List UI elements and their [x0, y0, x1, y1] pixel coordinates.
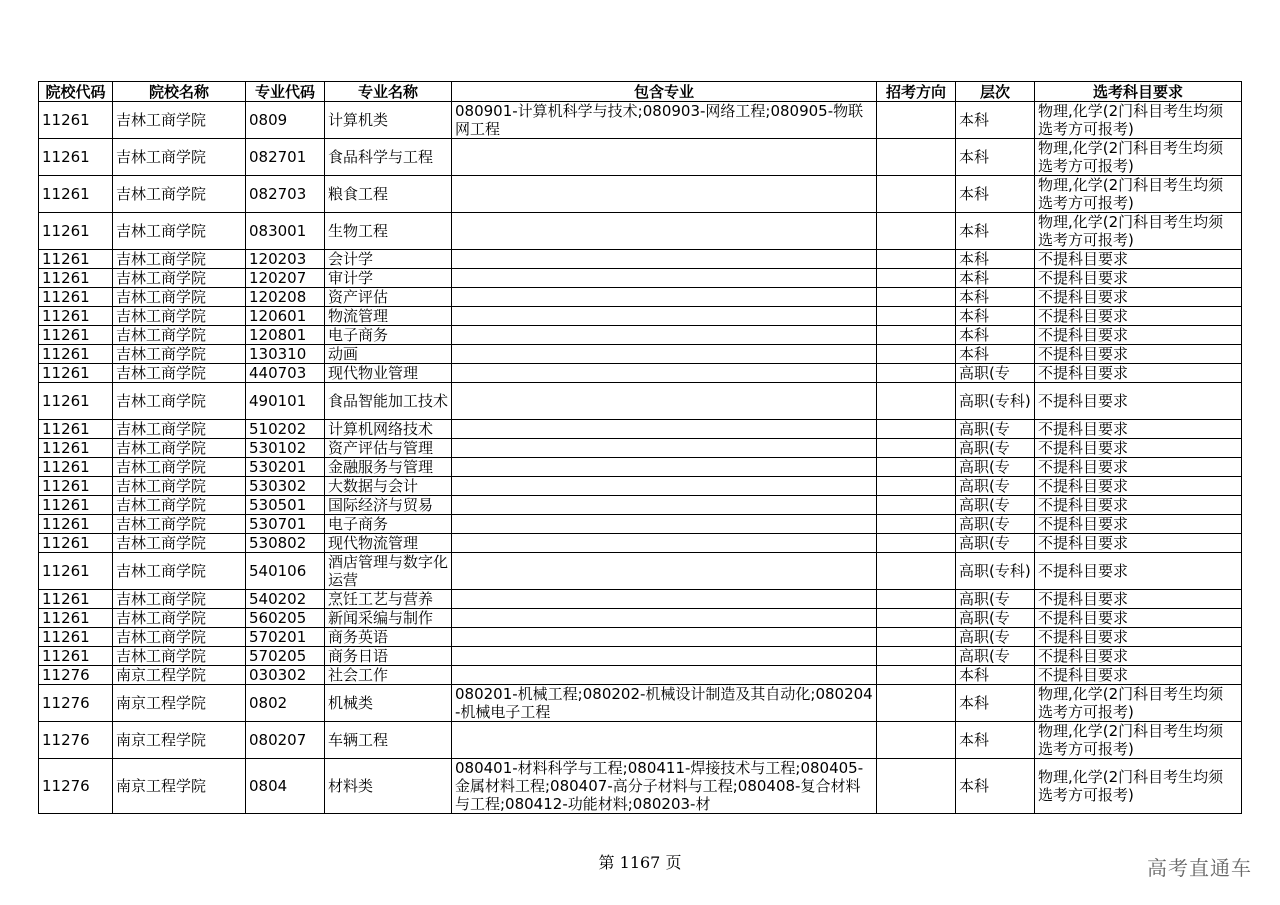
cell-major-code: 120801 — [246, 326, 325, 345]
cell-major-code: 560205 — [246, 609, 325, 628]
cell-direction — [877, 477, 956, 496]
header-school-name: 院校名称 — [113, 82, 246, 102]
cell-school-code: 11261 — [39, 383, 113, 420]
cell-level: 高职(专 — [956, 515, 1035, 534]
cell-level: 高职(专 — [956, 439, 1035, 458]
cell-included-majors — [452, 439, 877, 458]
cell-major-code: 083001 — [246, 213, 325, 250]
cell-subject-requirement: 不提科目要求 — [1035, 458, 1242, 477]
cell-school-code: 11261 — [39, 458, 113, 477]
cell-included-majors — [452, 496, 877, 515]
header-included-majors: 包含专业 — [452, 82, 877, 102]
cell-major-name: 商务日语 — [325, 647, 452, 666]
cell-major-name: 新闻采编与制作 — [325, 609, 452, 628]
table-row — [39, 383, 1242, 420]
cell-major-name: 计算机类 — [325, 102, 452, 139]
cell-direction — [877, 383, 956, 420]
cell-school-code: 11261 — [39, 307, 113, 326]
cell-included-majors — [452, 383, 877, 420]
cell-major-name: 商务英语 — [325, 628, 452, 647]
cell-subject-requirement: 不提科目要求 — [1035, 326, 1242, 345]
table-row — [39, 553, 1242, 590]
cell-subject-requirement: 不提科目要求 — [1035, 609, 1242, 628]
cell-school-name: 吉林工商学院 — [113, 383, 246, 420]
cell-school-code: 11261 — [39, 364, 113, 383]
cell-major-name: 材料类 — [325, 759, 452, 814]
cell-major-code: 130310 — [246, 345, 325, 364]
cell-subject-requirement: 物理,化学(2门科目考生均须选考方可报考) — [1035, 176, 1242, 213]
cell-included-majors: 080401-材料科学与工程;080411-焊接技术与工程;080405-金属材料工程;080407-高分子材料与工程;080408-复合材料与工程;080412-功能材料;080203-材 — [452, 759, 877, 814]
cell-school-code: 11276 — [39, 666, 113, 685]
table-row — [39, 666, 1242, 685]
cell-level: 本科 — [956, 250, 1035, 269]
cell-direction — [877, 685, 956, 722]
cell-major-name: 电子商务 — [325, 515, 452, 534]
cell-level: 高职(专科) — [956, 553, 1035, 590]
cell-school-name: 吉林工商学院 — [113, 176, 246, 213]
cell-school-name: 吉林工商学院 — [113, 288, 246, 307]
cell-subject-requirement: 不提科目要求 — [1035, 477, 1242, 496]
table-row — [39, 628, 1242, 647]
cell-level: 本科 — [956, 345, 1035, 364]
table-row — [39, 685, 1242, 722]
cell-school-name: 吉林工商学院 — [113, 534, 246, 553]
cell-school-code: 11261 — [39, 420, 113, 439]
cell-subject-requirement: 不提科目要求 — [1035, 288, 1242, 307]
cell-direction — [877, 364, 956, 383]
table-body — [39, 102, 1242, 814]
cell-major-name: 电子商务 — [325, 326, 452, 345]
cell-level: 高职(专 — [956, 364, 1035, 383]
header-school-code: 院校代码 — [39, 82, 113, 102]
cell-school-name: 吉林工商学院 — [113, 307, 246, 326]
cell-direction — [877, 213, 956, 250]
cell-major-code: 120207 — [246, 269, 325, 288]
cell-major-code: 082703 — [246, 176, 325, 213]
cell-included-majors — [452, 176, 877, 213]
cell-included-majors — [452, 420, 877, 439]
cell-school-code: 11261 — [39, 515, 113, 534]
cell-major-name: 资产评估 — [325, 288, 452, 307]
cell-subject-requirement: 不提科目要求 — [1035, 420, 1242, 439]
cell-school-code: 11261 — [39, 176, 113, 213]
cell-school-code: 11261 — [39, 213, 113, 250]
cell-level: 本科 — [956, 213, 1035, 250]
cell-level: 本科 — [956, 722, 1035, 759]
cell-school-name: 吉林工商学院 — [113, 458, 246, 477]
cell-direction — [877, 666, 956, 685]
cell-major-code: 530102 — [246, 439, 325, 458]
cell-direction — [877, 534, 956, 553]
cell-subject-requirement: 物理,化学(2门科目考生均须选考方可报考) — [1035, 213, 1242, 250]
cell-level: 高职(专 — [956, 628, 1035, 647]
cell-major-name: 食品智能加工技术 — [325, 383, 452, 420]
cell-subject-requirement: 不提科目要求 — [1035, 647, 1242, 666]
cell-included-majors — [452, 269, 877, 288]
cell-school-code: 11261 — [39, 139, 113, 176]
cell-direction — [877, 102, 956, 139]
cell-level: 本科 — [956, 102, 1035, 139]
cell-subject-requirement: 物理,化学(2门科目考生均须选考方可报考) — [1035, 102, 1242, 139]
cell-included-majors — [452, 250, 877, 269]
cell-major-code: 120601 — [246, 307, 325, 326]
cell-direction — [877, 139, 956, 176]
cell-direction — [877, 250, 956, 269]
cell-level: 高职(专 — [956, 647, 1035, 666]
cell-included-majors — [452, 722, 877, 759]
cell-subject-requirement: 不提科目要求 — [1035, 496, 1242, 515]
cell-included-majors — [452, 590, 877, 609]
cell-included-majors — [452, 534, 877, 553]
cell-school-name: 吉林工商学院 — [113, 477, 246, 496]
cell-subject-requirement: 不提科目要求 — [1035, 439, 1242, 458]
cell-direction — [877, 609, 956, 628]
cell-major-name: 生物工程 — [325, 213, 452, 250]
cell-level: 高职(专 — [956, 477, 1035, 496]
table-row — [39, 590, 1242, 609]
header-subject-requirement: 选考科目要求 — [1035, 82, 1242, 102]
cell-major-code: 540106 — [246, 553, 325, 590]
cell-school-code: 11261 — [39, 477, 113, 496]
cell-major-name: 社会工作 — [325, 666, 452, 685]
cell-school-name: 吉林工商学院 — [113, 102, 246, 139]
cell-major-name: 物流管理 — [325, 307, 452, 326]
cell-major-code: 440703 — [246, 364, 325, 383]
table-row — [39, 722, 1242, 759]
cell-major-code: 120208 — [246, 288, 325, 307]
cell-major-code: 530201 — [246, 458, 325, 477]
cell-included-majors: 080901-计算机科学与技术;080903-网络工程;080905-物联网工程 — [452, 102, 877, 139]
cell-school-name: 吉林工商学院 — [113, 515, 246, 534]
cell-included-majors — [452, 307, 877, 326]
cell-included-majors — [452, 139, 877, 176]
cell-school-name: 南京工程学院 — [113, 722, 246, 759]
cell-school-code: 11261 — [39, 628, 113, 647]
cell-major-code: 490101 — [246, 383, 325, 420]
cell-subject-requirement: 不提科目要求 — [1035, 269, 1242, 288]
cell-major-code: 0802 — [246, 685, 325, 722]
header-level: 层次 — [956, 82, 1035, 102]
cell-major-name: 现代物流管理 — [325, 534, 452, 553]
cell-school-code: 11276 — [39, 685, 113, 722]
cell-major-code: 530302 — [246, 477, 325, 496]
cell-school-name: 吉林工商学院 — [113, 439, 246, 458]
cell-subject-requirement: 不提科目要求 — [1035, 553, 1242, 590]
table-row — [39, 326, 1242, 345]
table-row — [39, 288, 1242, 307]
cell-school-name: 南京工程学院 — [113, 666, 246, 685]
cell-direction — [877, 590, 956, 609]
table-row — [39, 139, 1242, 176]
table-row — [39, 759, 1242, 814]
cell-level: 高职(专 — [956, 420, 1035, 439]
cell-direction — [877, 553, 956, 590]
cell-level: 高职(专 — [956, 458, 1035, 477]
cell-major-name: 资产评估与管理 — [325, 439, 452, 458]
cell-included-majors — [452, 628, 877, 647]
table-row — [39, 307, 1242, 326]
cell-major-name: 动画 — [325, 345, 452, 364]
cell-included-majors — [452, 515, 877, 534]
admission-table — [38, 81, 1242, 814]
cell-school-name: 吉林工商学院 — [113, 213, 246, 250]
cell-major-code: 540202 — [246, 590, 325, 609]
cell-level: 本科 — [956, 139, 1035, 176]
cell-school-code: 11261 — [39, 534, 113, 553]
cell-level: 本科 — [956, 759, 1035, 814]
cell-school-name: 吉林工商学院 — [113, 553, 246, 590]
table-row — [39, 250, 1242, 269]
cell-school-code: 11261 — [39, 288, 113, 307]
cell-major-code: 0809 — [246, 102, 325, 139]
cell-school-code: 11261 — [39, 609, 113, 628]
cell-included-majors — [452, 345, 877, 364]
cell-school-name: 吉林工商学院 — [113, 269, 246, 288]
cell-major-code: 080207 — [246, 722, 325, 759]
table-row — [39, 515, 1242, 534]
cell-school-code: 11261 — [39, 102, 113, 139]
cell-major-code: 530802 — [246, 534, 325, 553]
cell-major-code: 530501 — [246, 496, 325, 515]
cell-school-code: 11261 — [39, 326, 113, 345]
cell-major-code: 510202 — [246, 420, 325, 439]
cell-direction — [877, 420, 956, 439]
cell-level: 本科 — [956, 288, 1035, 307]
cell-included-majors: 080201-机械工程;080202-机械设计制造及其自动化;080204-机械电子工程 — [452, 685, 877, 722]
cell-included-majors — [452, 609, 877, 628]
cell-school-code: 11261 — [39, 496, 113, 515]
cell-major-code: 120203 — [246, 250, 325, 269]
cell-included-majors — [452, 458, 877, 477]
header-row — [39, 82, 1242, 102]
cell-direction — [877, 269, 956, 288]
cell-subject-requirement: 物理,化学(2门科目考生均须选考方可报考) — [1035, 759, 1242, 814]
cell-major-code: 570205 — [246, 647, 325, 666]
cell-subject-requirement: 物理,化学(2门科目考生均须选考方可报考) — [1035, 139, 1242, 176]
header-major-code: 专业代码 — [246, 82, 325, 102]
cell-included-majors — [452, 647, 877, 666]
cell-major-name: 机械类 — [325, 685, 452, 722]
cell-school-code: 11261 — [39, 647, 113, 666]
cell-direction — [877, 176, 956, 213]
table-row — [39, 102, 1242, 139]
cell-major-code: 082701 — [246, 139, 325, 176]
table-row — [39, 364, 1242, 383]
cell-subject-requirement: 不提科目要求 — [1035, 590, 1242, 609]
cell-major-code: 030302 — [246, 666, 325, 685]
table-row — [39, 176, 1242, 213]
cell-school-name: 吉林工商学院 — [113, 590, 246, 609]
table-row — [39, 213, 1242, 250]
page-number: 第 1167 页 — [598, 853, 682, 872]
cell-subject-requirement: 不提科目要求 — [1035, 628, 1242, 647]
cell-major-name: 会计学 — [325, 250, 452, 269]
cell-school-code: 11261 — [39, 269, 113, 288]
cell-subject-requirement: 不提科目要求 — [1035, 364, 1242, 383]
cell-subject-requirement: 不提科目要求 — [1035, 383, 1242, 420]
cell-school-code: 11261 — [39, 250, 113, 269]
cell-major-name: 食品科学与工程 — [325, 139, 452, 176]
cell-subject-requirement: 不提科目要求 — [1035, 666, 1242, 685]
cell-school-name: 吉林工商学院 — [113, 250, 246, 269]
cell-direction — [877, 759, 956, 814]
cell-subject-requirement: 不提科目要求 — [1035, 534, 1242, 553]
cell-school-code: 11261 — [39, 439, 113, 458]
cell-school-name: 南京工程学院 — [113, 685, 246, 722]
cell-direction — [877, 647, 956, 666]
cell-level: 高职(专 — [956, 496, 1035, 515]
cell-major-name: 计算机网络技术 — [325, 420, 452, 439]
cell-subject-requirement: 物理,化学(2门科目考生均须选考方可报考) — [1035, 722, 1242, 759]
cell-school-name: 吉林工商学院 — [113, 345, 246, 364]
cell-major-name: 国际经济与贸易 — [325, 496, 452, 515]
cell-major-code: 570201 — [246, 628, 325, 647]
table-row — [39, 345, 1242, 364]
cell-major-name: 粮食工程 — [325, 176, 452, 213]
cell-school-code: 11261 — [39, 590, 113, 609]
cell-direction — [877, 326, 956, 345]
cell-level: 高职(专 — [956, 534, 1035, 553]
cell-level: 本科 — [956, 685, 1035, 722]
cell-level: 本科 — [956, 269, 1035, 288]
cell-included-majors — [452, 477, 877, 496]
cell-school-name: 吉林工商学院 — [113, 420, 246, 439]
header-major-name: 专业名称 — [325, 82, 452, 102]
cell-school-name: 吉林工商学院 — [113, 609, 246, 628]
cell-major-name: 现代物业管理 — [325, 364, 452, 383]
watermark: 高考直通车 — [1147, 856, 1252, 880]
cell-included-majors — [452, 666, 877, 685]
table-row — [39, 477, 1242, 496]
table-row — [39, 458, 1242, 477]
cell-subject-requirement: 不提科目要求 — [1035, 250, 1242, 269]
cell-included-majors — [452, 553, 877, 590]
cell-school-name: 吉林工商学院 — [113, 628, 246, 647]
cell-school-code: 11276 — [39, 759, 113, 814]
cell-major-name: 金融服务与管理 — [325, 458, 452, 477]
cell-included-majors — [452, 364, 877, 383]
cell-subject-requirement: 不提科目要求 — [1035, 345, 1242, 364]
table-row — [39, 496, 1242, 515]
cell-school-code: 11261 — [39, 553, 113, 590]
cell-direction — [877, 515, 956, 534]
table-row — [39, 609, 1242, 628]
cell-school-code: 11261 — [39, 345, 113, 364]
table-row — [39, 534, 1242, 553]
cell-major-code: 0804 — [246, 759, 325, 814]
cell-level: 高职(专科) — [956, 383, 1035, 420]
cell-major-name: 烹饪工艺与营养 — [325, 590, 452, 609]
table-row — [39, 439, 1242, 458]
cell-major-code: 530701 — [246, 515, 325, 534]
table-row — [39, 420, 1242, 439]
cell-subject-requirement: 不提科目要求 — [1035, 307, 1242, 326]
cell-included-majors — [452, 213, 877, 250]
cell-level: 本科 — [956, 307, 1035, 326]
table-row — [39, 269, 1242, 288]
cell-school-name: 吉林工商学院 — [113, 326, 246, 345]
cell-level: 高职(专 — [956, 609, 1035, 628]
cell-school-name: 南京工程学院 — [113, 759, 246, 814]
header-direction: 招考方向 — [877, 82, 956, 102]
cell-level: 高职(专 — [956, 590, 1035, 609]
cell-subject-requirement: 不提科目要求 — [1035, 515, 1242, 534]
cell-direction — [877, 628, 956, 647]
cell-direction — [877, 722, 956, 759]
cell-school-name: 吉林工商学院 — [113, 139, 246, 176]
cell-school-name: 吉林工商学院 — [113, 647, 246, 666]
cell-major-name: 酒店管理与数字化运营 — [325, 553, 452, 590]
cell-school-name: 吉林工商学院 — [113, 496, 246, 515]
cell-direction — [877, 345, 956, 364]
cell-level: 本科 — [956, 666, 1035, 685]
cell-direction — [877, 458, 956, 477]
cell-included-majors — [452, 288, 877, 307]
table-row — [39, 647, 1242, 666]
cell-school-code: 11276 — [39, 722, 113, 759]
cell-level: 本科 — [956, 176, 1035, 213]
cell-level: 本科 — [956, 326, 1035, 345]
cell-direction — [877, 307, 956, 326]
cell-major-name: 车辆工程 — [325, 722, 452, 759]
cell-direction — [877, 288, 956, 307]
cell-school-name: 吉林工商学院 — [113, 364, 246, 383]
cell-included-majors — [452, 326, 877, 345]
cell-direction — [877, 496, 956, 515]
cell-major-name: 审计学 — [325, 269, 452, 288]
cell-direction — [877, 439, 956, 458]
cell-subject-requirement: 物理,化学(2门科目考生均须选考方可报考) — [1035, 685, 1242, 722]
cell-major-name: 大数据与会计 — [325, 477, 452, 496]
